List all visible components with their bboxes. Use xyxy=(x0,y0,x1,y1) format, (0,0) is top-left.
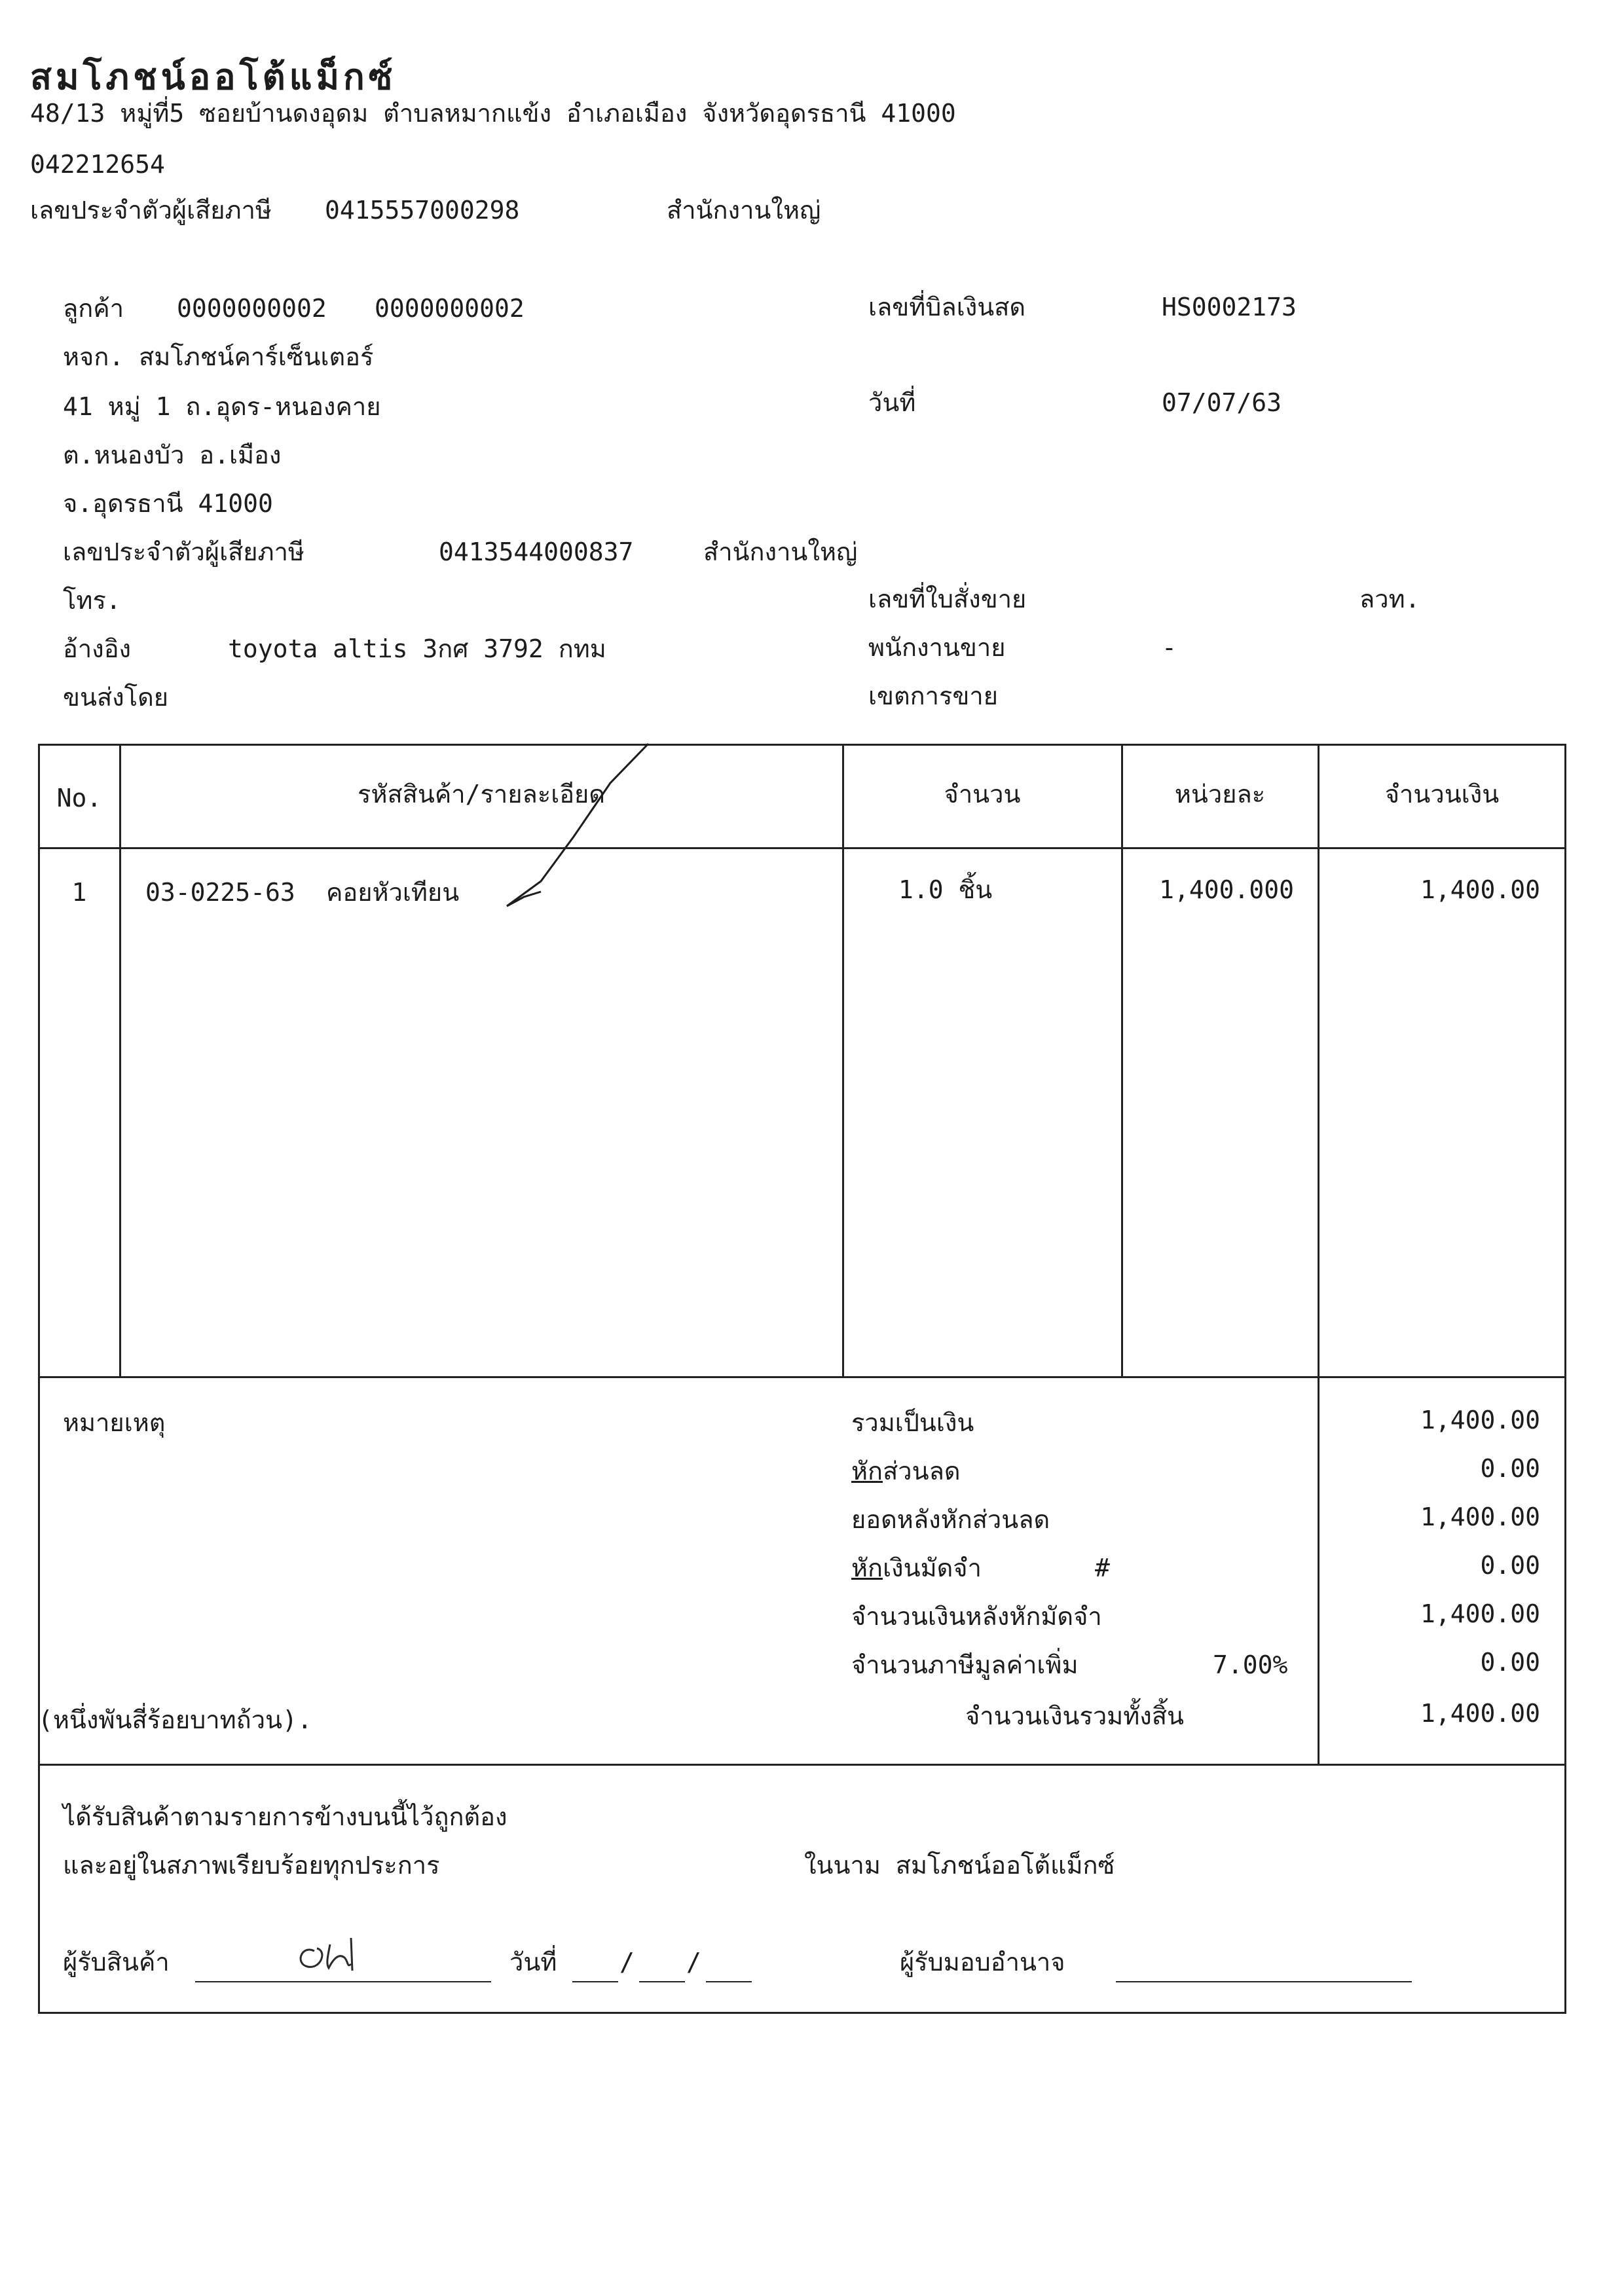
row-no: 1 xyxy=(71,878,87,907)
customer-tax-label: เลขประจำตัวผู้เสียภาษี xyxy=(63,538,304,566)
discount-label-prefix: หัก xyxy=(851,1457,883,1485)
receipt-date-year-blank[interactable] xyxy=(706,1981,752,1982)
bill-date-label: วันที่ xyxy=(868,388,916,417)
authorized-label: ผู้รับมอบอำนาจ xyxy=(900,1948,1065,1977)
company-address: 48/13 หมู่ที่5 ซอยบ้านดงอุดม ตำบลหมากแข้ง อำเภอเมือง จังหวัดอุดรธานี 41000 xyxy=(30,99,956,128)
receipt-date-day-blank[interactable] xyxy=(572,1981,618,1982)
order-no-value: ลวท. xyxy=(1359,585,1420,613)
subtotal-label: รวมเป็นเงิน xyxy=(851,1408,974,1437)
vat-label: จำนวนภาษีมูลค่าเพิ่ม xyxy=(851,1650,1079,1679)
bill-date: 07/07/63 xyxy=(1162,388,1282,417)
after-deposit-label: จำนวนเงินหลังหักมัดจำ xyxy=(851,1602,1102,1631)
header-no: No. xyxy=(56,784,102,812)
bill-no-label: เลขที่บิลเงินสด xyxy=(868,293,1026,321)
customer-label: ลูกค้า xyxy=(63,294,124,323)
on-behalf-of: ในนาม สมโภชน์ออโต้แม็กซ์ xyxy=(804,1851,1115,1880)
total-label: จำนวนเงินรวมทั้งสิ้น xyxy=(965,1702,1184,1730)
date-slash-2: / xyxy=(686,1948,701,1977)
receipt-date-label: วันที่ xyxy=(509,1948,557,1977)
receiver-signature xyxy=(288,1925,393,1977)
shipping-label: ขนส่งโดย xyxy=(63,683,169,712)
header-description: รหัสสินค้า/รายละเอียด xyxy=(358,780,605,809)
header-unit-price: หน่วยละ xyxy=(1174,780,1266,809)
authorized-signature-line xyxy=(1116,1981,1412,1982)
customer-address-1: 41 หมู่ 1 ถ.อุดร-หนองคาย xyxy=(63,392,381,421)
remark-label: หมายเหตุ xyxy=(63,1408,166,1437)
bill-no: HS0002173 xyxy=(1162,293,1297,321)
customer-tax-id: 0413544000837 xyxy=(439,538,634,566)
header-quantity: จำนวน xyxy=(944,780,1021,809)
total-value: 1,400.00 xyxy=(1420,1699,1540,1728)
deposit-label-prefix: หัก xyxy=(851,1554,883,1582)
customer-address-3: จ.อุดรธานี 41000 xyxy=(63,489,273,518)
sales-area-label: เขตการขาย xyxy=(868,682,998,710)
discount-label-rest: ส่วนลด xyxy=(883,1457,961,1485)
company-name: สมโภชน์ออโต้แม็กซ์ xyxy=(30,56,397,98)
company-tax-label: เลขประจำตัวผู้เสียภาษี xyxy=(30,196,272,225)
discount-label xyxy=(851,1456,961,1486)
after-discount-label: ยอดหลังหักส่วนลด xyxy=(851,1505,1050,1534)
date-slash-1: / xyxy=(619,1948,635,1977)
salesperson-label: พนักงานขาย xyxy=(868,633,1006,662)
receiver-label: ผู้รับสินค้า xyxy=(63,1948,170,1977)
row-product-code: 03-0225-63 xyxy=(145,878,295,907)
company-branch: สำนักงานใหญ่ xyxy=(667,196,821,225)
received-statement-line-1: ได้รับสินค้าตามรายการข้างบนนี้ไว้ถูกต้อง xyxy=(63,1802,507,1831)
row-unit-price: 1,400.000 xyxy=(1159,875,1294,904)
header-amount: จำนวนเงิน xyxy=(1384,780,1500,809)
order-no-label: เลขที่ใบสั่งขาย xyxy=(868,585,1027,613)
reference-label: อ้างอิง xyxy=(63,634,132,663)
customer-address-2: ต.หนองบัว อ.เมือง xyxy=(63,441,282,469)
amount-in-words: (หนึ่งพันสี่ร้อยบาทถ้วน). xyxy=(38,1705,312,1734)
company-phone: 042212654 xyxy=(30,150,165,179)
vat-value: 0.00 xyxy=(1480,1648,1540,1677)
received-statement-line-2: และอยู่ในสภาพเรียบร้อยทุกประการ xyxy=(63,1851,440,1880)
reference-value: toyota altis 3กศ 3792 กทม xyxy=(228,634,606,663)
customer-code-1: 0000000002 xyxy=(177,294,327,323)
vat-rate: 7.00% xyxy=(1213,1650,1288,1679)
row-quantity: 1.0 ชิ้น xyxy=(898,875,993,904)
deposit-label-rest: เงินมัดจำ xyxy=(883,1554,982,1582)
customer-phone-label: โทร. xyxy=(63,586,121,615)
deposit-hash: # xyxy=(1095,1554,1110,1582)
row-description: คอยหัวเทียน xyxy=(326,878,460,907)
company-tax-id: 0415557000298 xyxy=(325,196,520,225)
row-amount: 1,400.00 xyxy=(1420,875,1540,904)
after-discount-value: 1,400.00 xyxy=(1420,1503,1540,1531)
customer-branch: สำนักงานใหญ่ xyxy=(703,538,858,566)
receipt-date-month-blank[interactable] xyxy=(639,1981,685,1982)
deposit-label xyxy=(851,1553,982,1583)
customer-code-2: 0000000002 xyxy=(375,294,525,323)
discount-value: 0.00 xyxy=(1480,1454,1540,1483)
customer-name: หจก. สมโภชน์คาร์เซ็นเตอร์ xyxy=(63,342,374,371)
after-deposit-value: 1,400.00 xyxy=(1420,1599,1540,1628)
deposit-value: 0.00 xyxy=(1480,1551,1540,1580)
subtotal-value: 1,400.00 xyxy=(1420,1406,1540,1434)
receiver-signature-line xyxy=(195,1981,491,1982)
salesperson-value: - xyxy=(1162,633,1177,662)
